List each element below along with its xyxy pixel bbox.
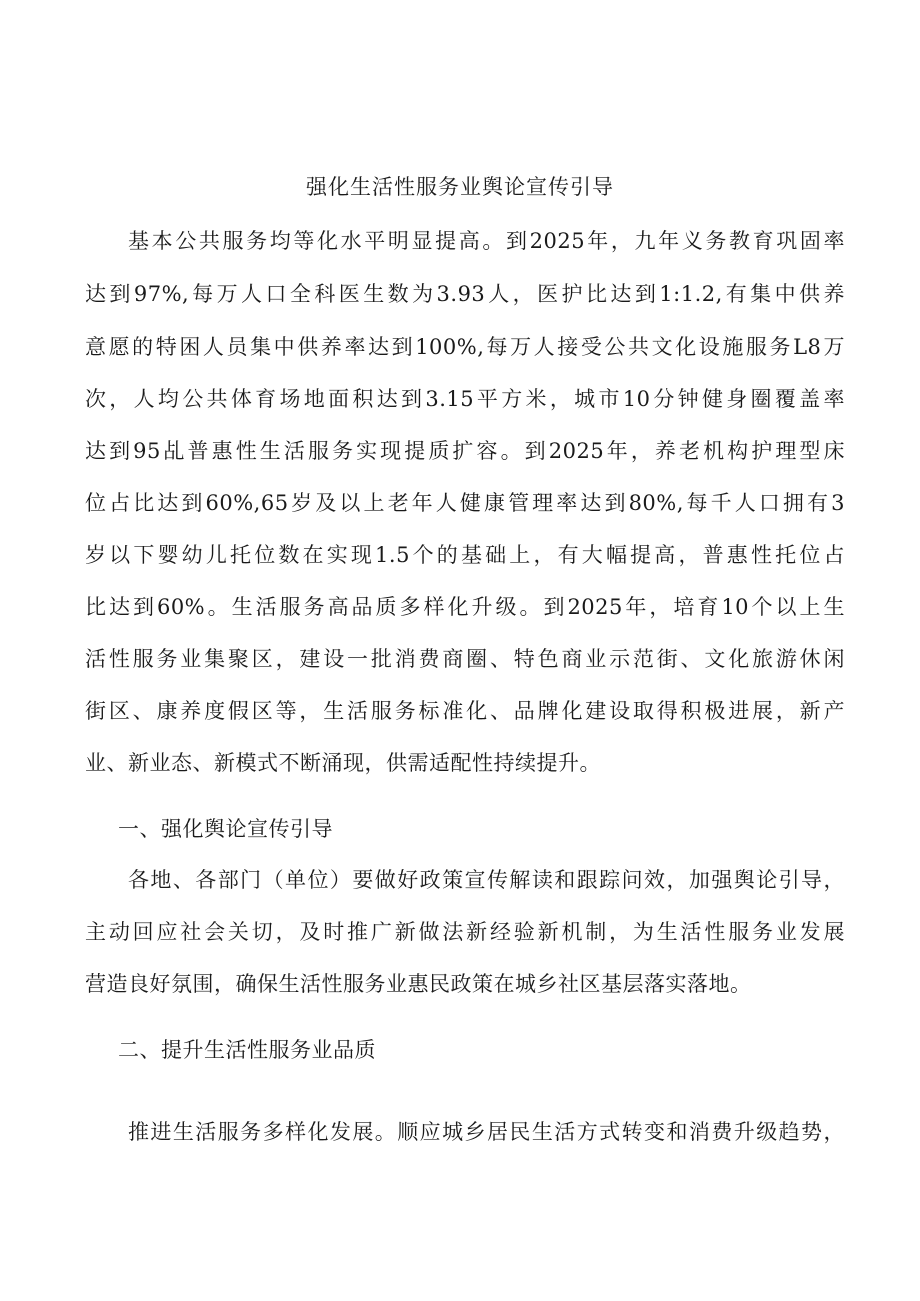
paragraph-line: 意愿的特困人员集中供养率达到100%,每万人接受公共文化设施服务L8万 (85, 335, 845, 359)
paragraph-line: 岁以下婴幼儿托位数在实现1.5个的基础上，有大幅提高，普惠性托位占 (85, 543, 845, 567)
paragraph-line: 达到95乩普惠性生活服务实现提质扩容。到2025年，养老机构护理型床 (85, 439, 845, 463)
paragraph-line: 基本公共服务均等化水平明显提高。到2025年，九年义务教育巩固率 (128, 229, 845, 253)
paragraph-line: 推进生活服务多样化发展。顺应城乡居民生活方式转变和消费升级趋势， (128, 1120, 845, 1144)
paragraph-line: 业、新业态、新模式不断涌现，供需适配性持续提升。 (85, 751, 601, 775)
paragraph-line: 位占比达到60%,65岁及以上老年人健康管理率达到80%,每千人口拥有3 (85, 491, 845, 515)
document-title: 强化生活性服务业舆论宣传引导 (306, 175, 614, 199)
paragraph-line: 街区、康养度假区等，生活服务标准化、品牌化建设取得积极进展，新产 (85, 699, 845, 723)
paragraph-line: 次，人均公共体育场地面积达到3.15平方米，城市10分钟健身圈覆盖率 (85, 387, 845, 411)
paragraph-line: 主动回应社会关切，及时推广新做法新经验新机制，为生活性服务业发展 (85, 920, 845, 944)
paragraph-line: 达到97%,每万人口全科医生数为3.93人，医护比达到1:1.2,有集中供养 (85, 282, 845, 306)
paragraph-line: 比达到60%。生活服务高品质多样化升级。到2025年，培育10个以上生 (85, 595, 845, 619)
section-heading: 二、提升生活性服务业品质 (118, 1038, 376, 1062)
section-heading: 一、强化舆论宣传引导 (118, 817, 333, 841)
paragraph-line: 各地、各部门（单位）要做好政策宣传解读和跟踪问效，加强舆论引导， (128, 868, 845, 892)
paragraph-line: 营造良好氛围，确保生活性服务业惠民政策在城乡社区基层落实落地。 (85, 972, 752, 996)
paragraph-line: 活性服务业集聚区，建设一批消费商圈、特色商业示范街、文化旅游休闲 (85, 647, 845, 671)
